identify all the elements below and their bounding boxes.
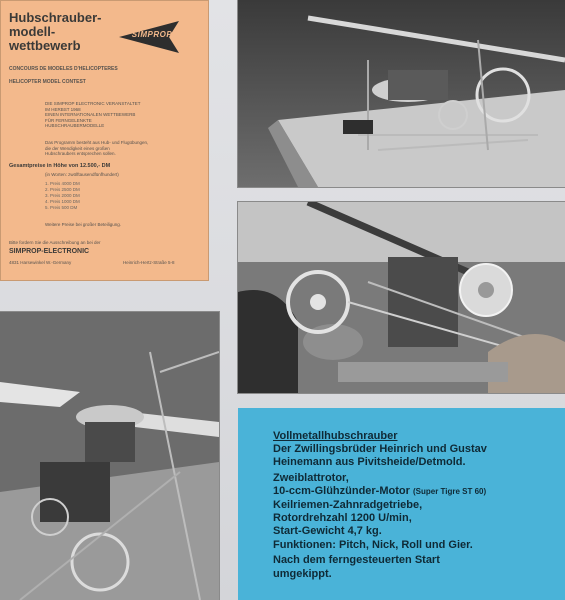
poster-title-line: Hubschrauber- [9,10,102,25]
prize-item: 1. Preis 4000 DM [45,181,80,186]
poster-subtitle-fr: CONCOURS DE MODELES D'HELICOPTERES [9,66,118,72]
card-spec-line: Keilriemen-Zahnradgetriebe, [273,498,423,511]
poster-footer-name: SIMPROP-ELECTRONIC [9,248,90,255]
card-spec-line: Rotordrehzahl 1200 U/min, [273,512,412,525]
prize-total-note: (in Worten: zwölftausendfünfhundert) [45,172,119,177]
poster-title-line: modell- [9,24,56,39]
card-heading: Vollmetallhubschrauber [273,430,398,442]
poster-program-line: Das Programm besteht aus Hub- und Flugübungen, [45,140,149,145]
card-spec-line: Funktionen: Pitch, Nick, Roll und Gier. [273,538,473,551]
logo-brand-text: SIMPROP [131,30,173,39]
motor-text: 10-ccm-Glühzünder-Motor [273,485,410,498]
poster-program-line: die der Wendigkeit eines großen [45,145,110,151]
address-left: 4831 Harsewinkel W.-Germany [9,260,72,265]
request-line: Bitte fordern Sie die Ausschreibung an bei der [9,240,101,245]
poster-intro-line: IM HERBST 1968 [45,106,81,112]
motor-note: (Super Tigre ST 60) [412,487,487,497]
prize-item: 5. Preis 500 DM [45,205,78,210]
photo-helicopter-on-table [238,0,565,187]
prize-item: 2. Preis 2500 DM [45,187,80,192]
prize-item: 3. Preis 2000 DM [45,193,80,198]
poster-intro [45,101,141,129]
poster-intro-line: EINEN INTERNATIONALEN WETTBEWERB [45,112,136,117]
simprop-logo [119,19,185,55]
prize-list [45,181,80,211]
card-spec-line: Start-Gewicht 4,7 kg. [273,525,382,538]
poster-program-line: Hubschraubers entsprechen sollen. [45,151,116,156]
prizes-more: Weitere Preise bei großer Beteiligung. [45,222,121,227]
card-line: Heinemann aus Pivitsheide/Detmold. [273,456,466,469]
photo-helicopter-closeup [0,312,219,600]
poster-intro-line: HUBSCHRAUBERMODELLE [45,123,105,128]
contest-poster [1,1,208,280]
card-line: Der Zwillingsbrüder Heinrich und Gustav [273,443,487,455]
poster-title [9,11,119,53]
poster-title-line: wettbewerb [9,38,81,53]
poster-intro-line: FÜR FERNGELENKTE [45,117,92,123]
poster-program [45,140,148,157]
prize-item: 4. Preis 1000 DM [45,199,80,204]
photo-helicopter-mechanics [238,202,565,393]
poster-intro-line: DIE SIMPROP ELECTRONIC VERANSTALTET [45,101,141,106]
card-spec-line-motor [273,485,555,498]
prize-total: Gesamtpreise in Höhe von 12.500,- DM [9,163,111,169]
info-card [238,408,565,600]
card-end-line: umgekippt. [273,567,332,580]
card-end-line: Nach dem ferngesteuerten Start [273,554,440,567]
address-right: Heinrich-Hertz-Straße 5-8 [123,260,175,265]
poster-subtitle-en: HELICOPTER MODEL CONTEST [9,79,86,85]
card-spec-line: Zweiblattrotor, [273,471,349,484]
